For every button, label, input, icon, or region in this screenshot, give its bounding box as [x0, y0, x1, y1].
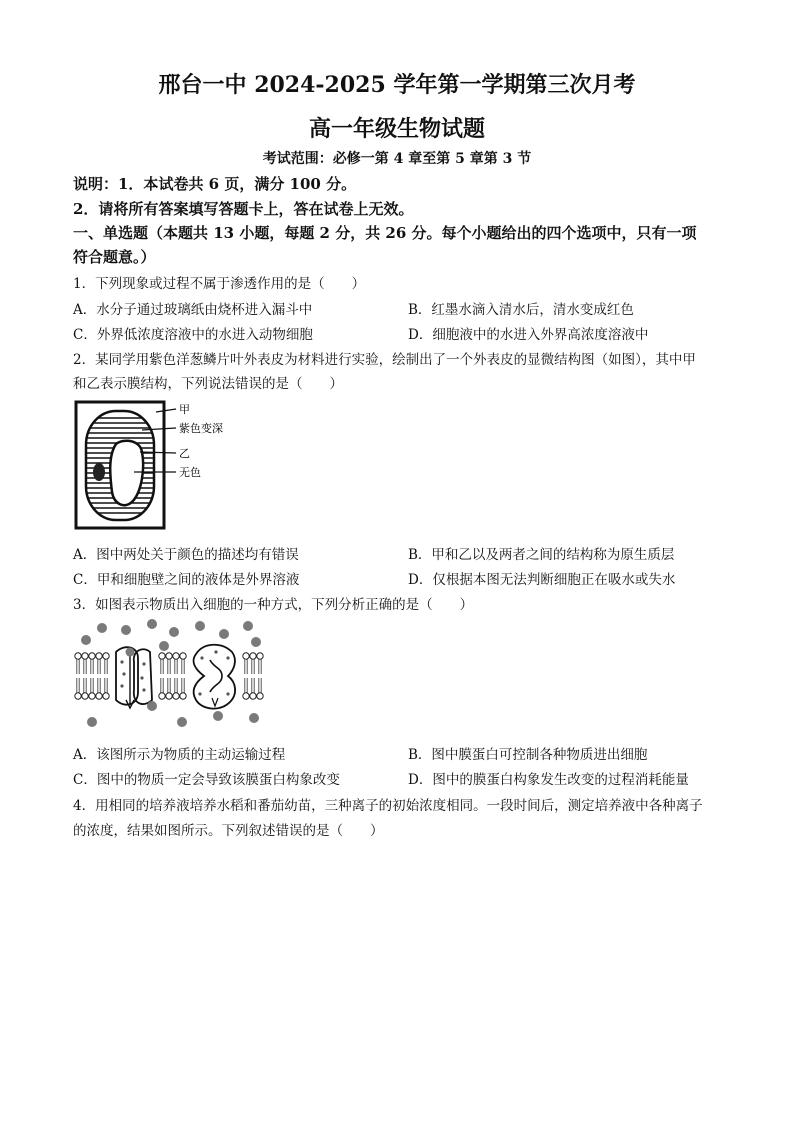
question-1-option-b: B．红墨水滴入清水后，清水变成红色 [408, 302, 634, 318]
nucleus [93, 463, 105, 481]
plant-cell-figure [72, 398, 242, 533]
question-1-option-d: D．细胞液中的水进入外界高浓度溶液中 [408, 327, 649, 343]
carrier-protein-right [194, 645, 236, 709]
question-2-option-a: A．图中两处关于颜色的描述均有错误 [73, 547, 299, 563]
question-2-stem-line-2: 和乙表示膜结构，下列说法错误的是（ ） [73, 376, 343, 392]
label-colorless: 无色 [179, 466, 201, 479]
question-3-stem: 3．如图表示物质出入细胞的一种方式，下列分析正确的是（ ） [73, 597, 474, 613]
label-jia: 甲 [179, 403, 190, 416]
section-heading-line-1: 一、单选题（本题共 13 小题，每题 2 分，共 26 分。每个小题给出的四个选项中，只有一项 [73, 224, 697, 242]
question-3-option-c: C．图中的物质一定会导致该膜蛋白构象改变 [73, 772, 340, 788]
question-2-option-b: B．甲和乙以及两者之间的结构称为原生质层 [408, 547, 675, 563]
solute-molecules [81, 619, 261, 727]
question-3-option-b: B．图中膜蛋白可控制各种物质进出细胞 [408, 747, 648, 763]
question-4-stem-line-1: 4．用相同的培养液培养水稻和番茄幼苗，三种离子的初始浓度相同。一段时间后，测定培养液中各种离子 [73, 798, 703, 814]
question-3-option-a: A．该图所示为物质的主动运输过程 [73, 747, 286, 763]
question-3-option-d: D．图中的膜蛋白构象发生改变的过程消耗能量 [408, 772, 689, 788]
exam-title: 邢台一中 2024-2025 学年第一学期第三次月考 [158, 72, 636, 98]
question-2-option-c: C．甲和细胞壁之间的液体是外界溶液 [73, 572, 300, 588]
label-purple-deeper: 紫色变深 [179, 422, 223, 435]
exam-scope: 考试范围：必修一第 4 章至第 5 章第 3 节 [262, 151, 532, 167]
question-4-stem-line-2: 的浓度，结果如图所示。下列叙述错误的是（ ） [73, 823, 384, 839]
channel-protein-left [116, 647, 152, 704]
question-1-option-a: A．水分子通过玻璃纸由烧杯进入漏斗中 [73, 302, 313, 318]
exam-subtitle: 高一年级生物试题 [308, 116, 485, 142]
label-yi: 乙 [179, 447, 190, 460]
membrane-transport-figure [72, 618, 268, 733]
note-line-2: 2．请将所有答案填写答题卡上，答在试卷上无效。 [73, 200, 414, 218]
question-1-option-c: C．外界低浓度溶液中的水进入动物细胞 [73, 327, 313, 343]
question-2-option-d: D．仅根据本图无法判断细胞正在吸水或失水 [408, 572, 676, 588]
question-2-stem-line-1: 2．某同学用紫色洋葱鳞片叶外表皮为材料进行实验，绘制出了一个外表皮的显微结构图（如图），其中甲 [73, 352, 696, 368]
section-heading-line-2: 符合题意。） [73, 248, 156, 266]
question-1-stem: 1．下列现象或过程不属于渗透作用的是（ ） [73, 276, 366, 292]
note-line-1: 说明：1．本试卷共 6 页，满分 100 分。 [73, 175, 357, 193]
